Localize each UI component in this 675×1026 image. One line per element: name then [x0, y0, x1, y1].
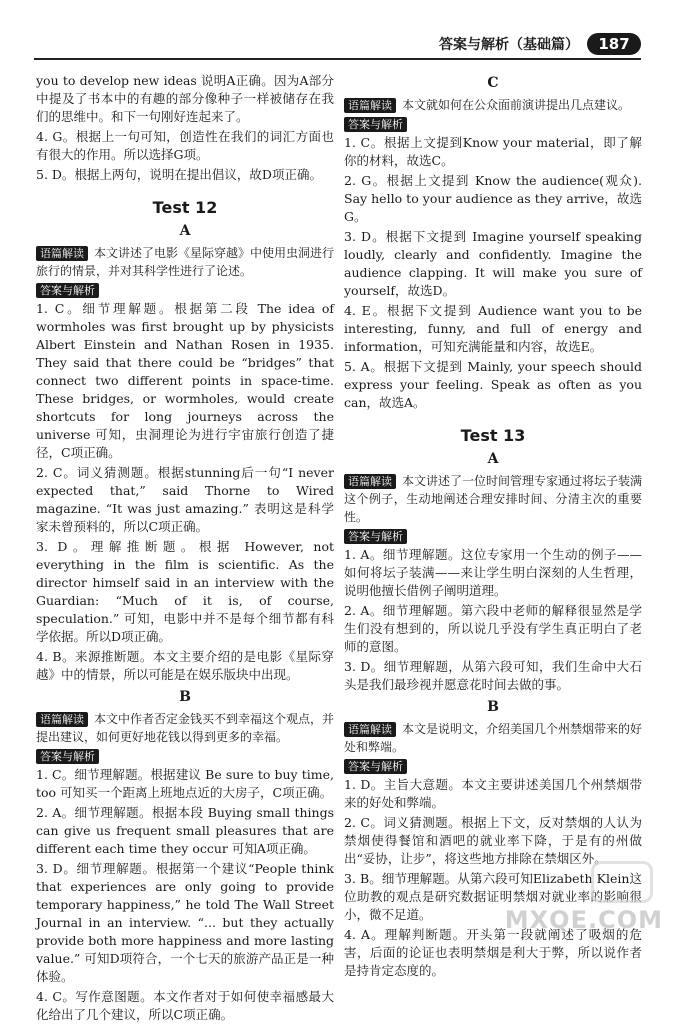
answer-item: 1. C。根据上文提到Know your material，即了解你的材料，故选C。: [344, 135, 642, 168]
answer-item: 4. A。理解判断题。开头第一段就阐述了吸烟的危害，后面的论证也表明禁烟是利大于弊，所以说作者是持肯定态度的。: [344, 927, 642, 978]
answer-item: 1. A。细节理解题。这位专家用一个生动的例子——如何将坛子装满——来让学生明白深刻的人生哲理，说明他擅长借例子阐明道理。: [344, 547, 642, 598]
summary-tag: 语篇解读: [36, 246, 88, 261]
answer-item: 4. C。写作意图题。本文作者对于如何使幸福感最大化给出了几个建议，所以C项正确。: [36, 989, 334, 1022]
answer-item: 1. C。细节理解题。根据建议 Be sure to buy time, too 可知买一个距离上班地点近的大房子，C项正确。: [36, 767, 334, 800]
answer-item: 3. D。细节理解题。根据第一个建议“People think that experiences are only going to provide temporary happiness,” he told The Wall Street Journal in an interview. “... but they actually provide both more happiness and more lasting value.” 可知D项符合，一个七天的旅游产品正是一种体验。: [36, 861, 334, 984]
answer-tag: 答案与解析: [36, 283, 99, 298]
answer-item: 5. A。根据下文提到 Mainly, your speech should express your feeling. Speak as often as you can，故选A。: [344, 359, 642, 410]
answer-item: 2. A。细节理解题。根据本段 Buying small things can give us frequent small pleasures that are different each time they occur 可知A项正确。: [36, 805, 334, 856]
summary-text: 本文是说明文，介绍美国几个州禁烟带来的好处和弊端。: [344, 722, 643, 754]
page-number: 187: [587, 33, 641, 55]
page-header: [0, 0, 675, 62]
answer-item: 3. B。细节理解题。从第六段可知Elizabeth Klein这位助教的观点是研究数据证明禁烟对就业率的影响很小，微不足道。: [344, 871, 642, 922]
section-heading: C: [487, 75, 499, 91]
summary-text: 本文中作者否定金钱买不到幸福这个观点，并提出建议，如何更好地花钱以得到更多的幸福。: [36, 712, 335, 744]
section-heading: B: [487, 699, 499, 715]
paragraph: 4. G。根据上一句可知，创造性在我们的词汇方面也有很大的作用。所以选择G项。: [36, 129, 334, 162]
header-rule: [34, 58, 641, 60]
summary-tag: 语篇解读: [344, 722, 396, 737]
answer-tag: 答案与解析: [36, 749, 99, 764]
answer-tag: 答案与解析: [344, 759, 407, 774]
passage-summary: [344, 720, 642, 756]
section-heading: A: [487, 451, 499, 467]
summary-tag: 语篇解读: [36, 712, 88, 727]
paragraph: you to develop new ideas 说明A正确。因为A部分中提及了书本中的有趣的部分像种子一样被储存在我们的思维中。和下一句刚好连起来了。: [36, 73, 334, 124]
answer-item: 2. C。词义猜测题。根据stunning后一句“I never expected that,” said Thorne to Wired magazine. “It was just amazing.” 表明这是科学家未曾预料的，所以C项正确。: [36, 465, 334, 534]
section-heading: B: [179, 689, 191, 705]
section-heading: A: [179, 223, 191, 239]
watermark: MXQE.COM: [504, 906, 663, 934]
answer-item: 3. D。细节理解题，从第六段可知，我们生命中大石头是我们最珍视并愿意花时间去做的事。: [344, 659, 642, 692]
summary-text: 本文讲述了一位时间管理专家通过将坛子装满这个例子，生动地阐述合理安排时间、分清主次的重要性。: [344, 474, 643, 524]
test-heading: Test 13: [460, 426, 526, 445]
summary-text: 本文讲述了电影《星际穿越》中使用虫洞进行旅行的情景，并对其科学性进行了论述。: [36, 246, 335, 278]
answer-item: 4. B。来源推断题。本文主要介绍的是电影《星际穿越》中的情景，所以可能是在娱乐版块中出现。: [36, 649, 334, 682]
passage-summary: [36, 244, 334, 280]
right-column: [344, 72, 642, 982]
answer-item: 1. C。细节理解题。根据第二段 The idea of wormholes was first brought up by physicists Albert Einstein and Nathan Rosen in 1935. They said that there could be “bridges” that connect two different points in space-time. These bridges, or wormholes, would create shortcuts for long journeys across the universe 可知，虫洞理论为进行宇宙旅行创造了捷径，C项正确。: [36, 301, 334, 460]
answer-item: 2. G。根据上文提到 Know the audience(观众). Say hello to your audience as they arrive，故选G。: [344, 173, 642, 224]
left-column: [36, 72, 334, 1026]
answer-item: 3. D。根据下文提到 Imagine yourself speaking loudly, clearly and confidently. Imagine the audience clapping. It will make you sure of yourself，故选D。: [344, 229, 642, 298]
answer-item: 3. D。理解推断题。根据 However, not everything in the film is scientific. As the director himself said in an interview with the Guardian: “Much of it is, of course, speculation.” 可知，电影中并不是每个细节都有科学依据。所以D项正确。: [36, 539, 334, 644]
passage-summary: [36, 710, 334, 746]
test-heading: Test 12: [152, 198, 218, 217]
answer-item: 1. D。主旨大意题。本文主要讲述美国几个州禁烟带来的好处和弊端。: [344, 777, 642, 810]
watermark-logo: [591, 861, 653, 903]
answer-tag: 答案与解析: [344, 117, 407, 132]
header-title: 答案与解析（基础篇）: [439, 37, 579, 53]
paragraph: 5. D。根据上两句，说明在提出倡议，故D项正确。: [36, 167, 322, 182]
answer-item: 2. C。词义猜测题。根据上下文，反对禁烟的人认为禁烟使得餐馆和酒吧的就业率下降，于是有的州做出“妥协，让步”，将这些地方排除在禁烟区外。: [344, 815, 642, 866]
summary-tag: 语篇解读: [344, 98, 396, 113]
passage-summary: [344, 96, 642, 114]
answer-tag: 答案与解析: [344, 529, 407, 544]
summary-tag: 语篇解读: [344, 474, 396, 489]
summary-text: 本文就如何在公众面前演讲提出几点建议。: [402, 98, 631, 112]
answer-item: 2. A。细节理解题。第六段中老师的解释很显然是学生们没有想到的，所以说几乎没有学生真正明白了老师的意图。: [344, 603, 642, 654]
answer-item: 4. E。根据下文提到 Audience want you to be interesting, funny, and full of energy and information，可知充满能量和内容，故选E。: [344, 303, 642, 354]
passage-summary: [344, 472, 642, 526]
